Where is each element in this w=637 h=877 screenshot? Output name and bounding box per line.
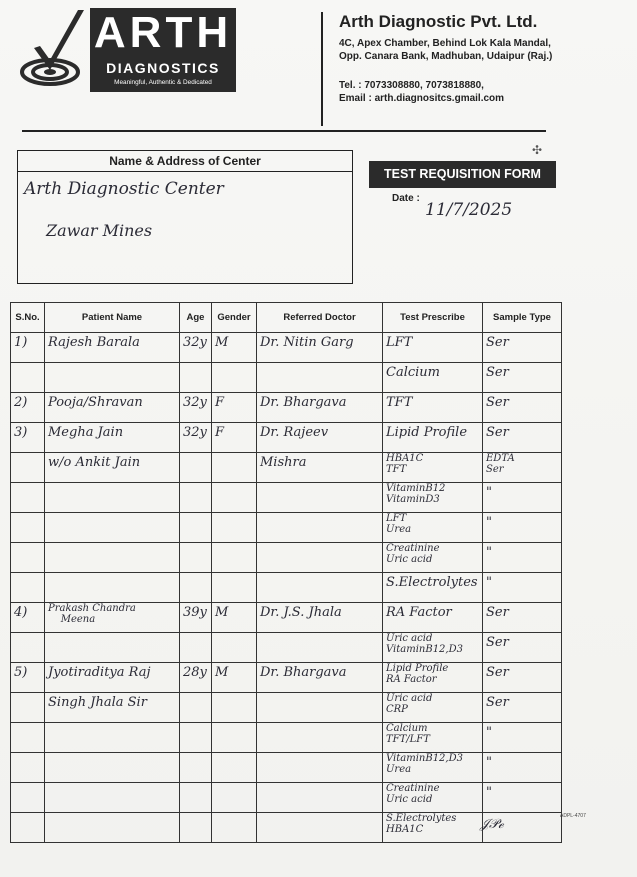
cell-sno-text: 1) [14, 335, 28, 350]
header-col-sample-type: Sample Type [483, 303, 562, 333]
cell-age-text: 32y [183, 335, 207, 350]
cell-sno [11, 603, 45, 633]
cell-test [383, 423, 483, 453]
cell-age [180, 333, 212, 363]
header-col-sno: S.No. [11, 303, 45, 333]
cell-test-text: RA Factor [386, 605, 452, 620]
cell-sample [483, 693, 562, 723]
table-row [11, 363, 562, 393]
cell-gender [212, 753, 257, 783]
corner-mark-icon: ✣ [532, 143, 543, 157]
header-rule [22, 130, 546, 132]
cell-sno [11, 363, 45, 393]
cell-sample [483, 393, 562, 423]
cell-test [383, 393, 483, 423]
cell-sno [11, 633, 45, 663]
cell-sno [11, 573, 45, 603]
cell-sample-text: " [486, 575, 492, 590]
cell-gender-text: M [215, 335, 229, 350]
cell-test-text: Creatinine Uric acid [386, 783, 440, 805]
table-row [11, 753, 562, 783]
cell-sno [11, 423, 45, 453]
cell-sample [483, 723, 562, 753]
cell-name [45, 483, 180, 513]
cell-age [180, 783, 212, 813]
center-location-handwritten: Zawar Mines [46, 221, 153, 240]
cell-sample [483, 603, 562, 633]
table-row [11, 423, 562, 453]
cell-name [45, 423, 180, 453]
cell-sno [11, 333, 45, 363]
cell-name [45, 573, 180, 603]
cell-sample [483, 633, 562, 663]
cell-sample [483, 453, 562, 483]
cell-doctor [257, 453, 383, 483]
cell-name-text: Pooja/Shravan [48, 395, 143, 410]
cell-sno-text: 3) [14, 425, 28, 440]
cell-age [180, 513, 212, 543]
cell-sno [11, 453, 45, 483]
table-row [11, 453, 562, 483]
cell-age-text: 32y [183, 395, 207, 410]
cell-gender [212, 393, 257, 423]
cell-doctor-text: Dr. Rajeev [260, 425, 329, 440]
cell-test [383, 573, 483, 603]
cell-sample [483, 363, 562, 393]
cell-doctor [257, 573, 383, 603]
table-row [11, 513, 562, 543]
cell-test [383, 693, 483, 723]
cell-sample-text: " [486, 485, 492, 500]
table-row [11, 813, 562, 843]
cell-gender [212, 453, 257, 483]
cell-gender [212, 513, 257, 543]
cell-test-text: Creatinine Uric acid [386, 543, 440, 565]
cell-name-text: Singh Jhala Sir [48, 695, 147, 710]
cell-doctor [257, 723, 383, 753]
cell-test-text: VitaminB12,D3 Urea [386, 753, 463, 775]
cell-test [383, 723, 483, 753]
header-divider [321, 12, 323, 126]
cell-sno [11, 483, 45, 513]
cell-doctor-text: Mishra [260, 455, 307, 470]
cell-doctor [257, 783, 383, 813]
cell-gender [212, 573, 257, 603]
cell-doctor [257, 633, 383, 663]
cell-doctor [257, 393, 383, 423]
cell-test [383, 783, 483, 813]
cell-test [383, 663, 483, 693]
cell-sample [483, 783, 562, 813]
cell-gender-text: F [215, 395, 225, 410]
cell-doctor [257, 363, 383, 393]
cell-test [383, 333, 483, 363]
cell-sample-text: EDTA Ser [486, 453, 515, 475]
cell-doctor-text: Dr. Bhargava [260, 665, 347, 680]
cell-gender-text: M [215, 665, 229, 680]
table-row [11, 633, 562, 663]
cell-sample-text: " [486, 755, 492, 770]
cell-test-text: Lipid Profile RA Factor [386, 663, 449, 685]
header-col-referred-doctor: Referred Doctor [257, 303, 383, 333]
cell-name-text: w/o Ankit Jain [48, 455, 141, 470]
cell-name [45, 603, 180, 633]
cell-gender [212, 333, 257, 363]
cell-doctor [257, 753, 383, 783]
cell-sno-text: 4) [14, 605, 28, 620]
cell-sno [11, 663, 45, 693]
cell-sample-text: Ser [486, 425, 509, 440]
logo-wordmark: ARTH [93, 8, 233, 57]
cell-doctor [257, 423, 383, 453]
cell-gender [212, 363, 257, 393]
date-value-handwritten: 11/7/2025 [425, 200, 513, 220]
cell-doctor-text: Dr. Bhargava [260, 395, 347, 410]
cell-sample-text: Ser [486, 665, 509, 680]
table-row [11, 723, 562, 753]
form-title: TEST REQUISITION FORM [369, 161, 556, 188]
cell-sample-text: " [486, 725, 492, 740]
cell-name [45, 753, 180, 783]
cell-sample [483, 333, 562, 363]
center-address-box [17, 150, 353, 284]
cell-test [383, 483, 483, 513]
company-phone: Tel. : 7073308880, 7073818880, [339, 80, 484, 91]
logo-block [90, 8, 236, 92]
cell-name [45, 543, 180, 573]
cell-sample [483, 513, 562, 543]
print-code: ADPL-4707 [560, 813, 586, 819]
cell-sno-text: 5) [14, 665, 28, 680]
cell-doctor [257, 663, 383, 693]
table-row [11, 783, 562, 813]
cell-sample-text: Ser [486, 635, 509, 650]
cell-doctor [257, 603, 383, 633]
cell-name-text: Prakash Chandra Meena [48, 603, 136, 625]
cell-name [45, 393, 180, 423]
date-label: Date : [392, 193, 420, 204]
cell-test-text: S.Electrolytes [386, 575, 478, 590]
cell-name [45, 783, 180, 813]
header-col-age: Age [180, 303, 212, 333]
cell-test [383, 513, 483, 543]
company-address: 4C, Apex Chamber, Behind Lok Kala Mandal, Opp. Canara Bank, Madhuban, Udaipur (Raj.) [339, 38, 553, 62]
cell-sample [483, 753, 562, 783]
logo-subtitle: DIAGNOSTICS [106, 60, 220, 76]
cell-sno [11, 783, 45, 813]
cell-sample [483, 573, 562, 603]
cell-gender [212, 543, 257, 573]
header-col-patient-name: Patient Name [45, 303, 180, 333]
cell-sample-text: Ser [486, 335, 509, 350]
cell-age [180, 693, 212, 723]
cell-sample [483, 663, 562, 693]
cell-gender [212, 633, 257, 663]
table-row [11, 693, 562, 723]
cell-gender [212, 783, 257, 813]
cell-name [45, 723, 180, 753]
cell-doctor-text: Dr. J.S. Jhala [260, 605, 342, 620]
cell-gender [212, 483, 257, 513]
cell-age [180, 573, 212, 603]
cell-age [180, 393, 212, 423]
cell-gender [212, 663, 257, 693]
cell-age [180, 423, 212, 453]
cell-test [383, 753, 483, 783]
cell-name [45, 693, 180, 723]
cell-test [383, 543, 483, 573]
cell-test [383, 603, 483, 633]
table-row [11, 603, 562, 633]
cell-age [180, 633, 212, 663]
company-email: Email : arth.diagnositcs.gmail.com [339, 93, 505, 104]
cell-sno [11, 813, 45, 843]
header-col-test-prescribe: Test Prescribe [383, 303, 483, 333]
cell-gender [212, 423, 257, 453]
cell-name [45, 513, 180, 543]
cell-age [180, 543, 212, 573]
cell-gender-text: M [215, 605, 229, 620]
cell-name [45, 333, 180, 363]
cell-test-text: Uric acid CRP [386, 693, 433, 715]
cell-test-text: Calcium [386, 365, 440, 380]
cell-sample-text: Ser [486, 605, 509, 620]
cell-test [383, 813, 483, 843]
table-row [11, 663, 562, 693]
cell-doctor [257, 333, 383, 363]
cell-sno [11, 393, 45, 423]
cell-test-text: TFT [386, 395, 413, 410]
cell-test-text: LFT Urea [386, 513, 412, 535]
cell-test [383, 453, 483, 483]
cell-gender [212, 813, 257, 843]
test-requisition-table [10, 302, 562, 843]
cell-test-text: HBA1C TFT [386, 453, 424, 475]
cell-name-text: Jyotiraditya Raj [48, 665, 151, 680]
company-name: Arth Diagnostic Pvt. Ltd. [339, 12, 538, 31]
cell-test [383, 363, 483, 393]
cell-age-text: 28y [183, 665, 207, 680]
cell-sample-text: " [486, 545, 492, 560]
cell-doctor [257, 693, 383, 723]
target-check-logo-icon [20, 8, 90, 90]
cell-test-text: Lipid Profile [386, 425, 468, 440]
cell-test-text: Calcium TFT/LFT [386, 723, 430, 745]
cell-sample [483, 483, 562, 513]
cell-age [180, 723, 212, 753]
cell-name-text: Megha Jain [48, 425, 124, 440]
table-row [11, 333, 562, 363]
cell-sample-text: Ser [486, 695, 509, 710]
cell-doctor [257, 483, 383, 513]
cell-gender-text: F [215, 425, 225, 440]
cell-sample-text: " [486, 785, 492, 800]
cell-name [45, 453, 180, 483]
cell-sno-text: 2) [14, 395, 28, 410]
cell-sample-text: Ser [486, 365, 509, 380]
cell-name [45, 663, 180, 693]
table-row [11, 573, 562, 603]
cell-sno [11, 693, 45, 723]
cell-gender [212, 693, 257, 723]
cell-name [45, 633, 180, 663]
cell-test-text: S.Electrolytes HBA1C [386, 813, 457, 835]
cell-age [180, 453, 212, 483]
cell-test [383, 633, 483, 663]
cell-doctor-text: Dr. Nitin Garg [260, 335, 354, 350]
cell-doctor [257, 513, 383, 543]
cell-gender [212, 723, 257, 753]
center-name-handwritten: Arth Diagnostic Center [24, 179, 224, 199]
cell-sno [11, 543, 45, 573]
cell-name-text: Rajesh Barala [48, 335, 140, 350]
table-header [11, 303, 562, 333]
cell-test-text: VitaminB12 VitaminD3 [386, 483, 446, 505]
signature-handwritten: 𝒥𝒫ℯ [480, 817, 504, 832]
cell-age [180, 663, 212, 693]
table-body [11, 333, 562, 843]
cell-sno [11, 753, 45, 783]
logo-tagline: Meaningful, Authentic & Dedicated [114, 79, 212, 86]
cell-sample-text: Ser [486, 395, 509, 410]
table-row [11, 393, 562, 423]
table-row [11, 543, 562, 573]
cell-age [180, 603, 212, 633]
cell-age [180, 813, 212, 843]
cell-name [45, 813, 180, 843]
cell-test-text: LFT [386, 335, 413, 350]
cell-age-text: 32y [183, 425, 207, 440]
cell-doctor [257, 813, 383, 843]
table-row [11, 483, 562, 513]
cell-test-text: Uric acid VitaminB12,D3 [386, 633, 463, 655]
cell-age-text: 39y [183, 605, 207, 620]
cell-sample-text: " [486, 515, 492, 530]
cell-age [180, 753, 212, 783]
cell-sno [11, 723, 45, 753]
cell-age [180, 483, 212, 513]
header-col-gender: Gender [212, 303, 257, 333]
cell-sample [483, 423, 562, 453]
cell-sno [11, 513, 45, 543]
center-box-label: Name & Address of Center [18, 151, 352, 172]
cell-doctor [257, 543, 383, 573]
cell-age [180, 363, 212, 393]
cell-name [45, 363, 180, 393]
cell-gender [212, 603, 257, 633]
cell-sample [483, 543, 562, 573]
